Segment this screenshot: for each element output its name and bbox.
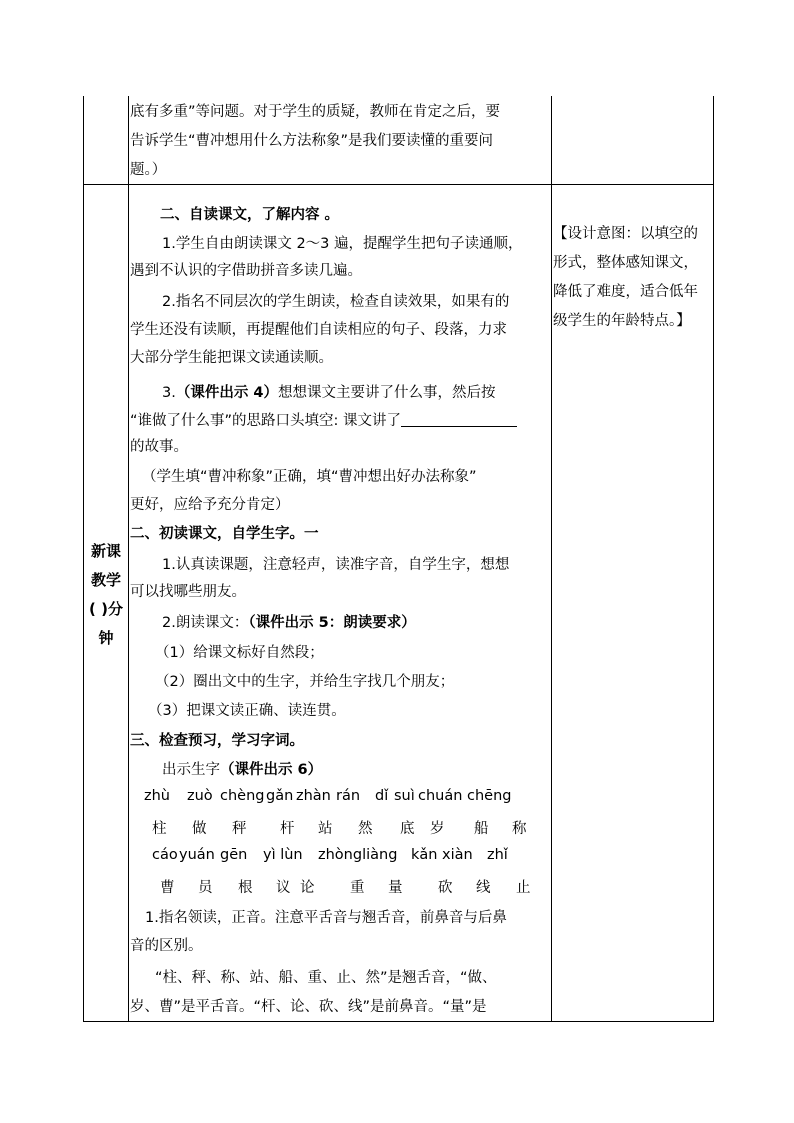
hanzi: 员 <box>198 880 213 896</box>
hanzi: 量 <box>388 880 403 896</box>
heading-preview: 三、检查预习，学习字词。 <box>130 733 304 749</box>
text-line: 2.指名不同层次的学生朗读，检查自读效果，如果有的 <box>162 294 510 310</box>
pinyin: zuò <box>187 788 213 804</box>
hanzi: 论 <box>300 880 315 896</box>
text-line: 可以找哪些朋友。 <box>130 584 246 600</box>
hanzi: 岁 <box>430 821 445 837</box>
pinyin: dǐ <box>375 788 389 804</box>
pinyin: zhǐ <box>487 847 508 863</box>
pinyin-row <box>130 847 550 867</box>
pinyin: suì <box>394 788 415 804</box>
text-line: （3）把课文读正确、读连贯。 <box>148 703 346 719</box>
text-line: （1）给课文标好自然段； <box>155 645 324 661</box>
text-line: 3.（课件出示 4）想想课文主要讲了什么事，然后按 <box>162 385 496 401</box>
hanzi: 线 <box>476 880 491 896</box>
design-note: 【设计意图：以填空的 形式，整体感知课文， 降低了难度，适合低年 级学生的年龄特点。】 <box>553 226 698 329</box>
text-line: 1.认真读课题，注意轻声，读准字音，自学生字，想想 <box>162 557 510 573</box>
pinyin: zhù <box>144 788 170 804</box>
pinyin: cáo <box>152 847 178 863</box>
pinyin: chēng <box>467 788 512 804</box>
pinyin: xiàn <box>442 847 473 863</box>
hanzi: 砍 <box>438 880 453 896</box>
text-line: 岁、曹”是平舌音。“杆、论、砍、线”是前鼻音。“量”是 <box>130 999 487 1015</box>
hanzi-row <box>130 817 550 837</box>
text-line: 学生还没有读顺，再提醒他们自读相应的句子、段落，力求 <box>130 322 507 338</box>
text-line: （2）圈出文中的生字，并给生字找几个朋友； <box>155 674 455 690</box>
text-line: 告诉学生“曹冲想用什么方法称象”是我们要读懂的重要问 <box>130 133 494 149</box>
text-line: 题。） <box>130 162 167 178</box>
hanzi: 根 <box>238 880 253 896</box>
hanzi: 柱 <box>152 821 167 837</box>
hanzi-row <box>130 876 550 896</box>
hanzi: 做 <box>192 821 207 837</box>
pinyin-row <box>130 788 550 808</box>
hanzi: 船 <box>474 821 489 837</box>
pinyin: yì lùn <box>263 847 303 863</box>
heading-self-read: 二、自读课文，了解内容 。 <box>160 207 340 223</box>
pinyin: rán <box>336 788 361 804</box>
text-line: 大部分学生能把课文读通读顺。 <box>130 350 333 366</box>
pinyin: chuán <box>418 788 463 804</box>
text-line: 更好，应给予充分肯定） <box>130 497 290 513</box>
pinyin: zhàn <box>296 788 331 804</box>
table-divider-1 <box>128 96 129 1022</box>
text-line: 底有多重”等问题。对于学生的质疑，教师在肯定之后，要 <box>130 104 501 120</box>
text-line: 2.朗读课文：（课件出示 5：朗读要求） <box>162 615 416 631</box>
text-line: （学生填“曹冲称象”正确，填“曹冲想出好办法称象” <box>142 469 477 485</box>
text-line: 音的区别。 <box>130 938 203 954</box>
hanzi: 底 <box>400 821 415 837</box>
heading-first-read: 二、初读课文，自学生字。一 <box>130 526 319 542</box>
hanzi: 称 <box>512 821 527 837</box>
section-label: 新课 教学 ( )分 钟 <box>89 542 123 647</box>
pinyin: chèng <box>220 788 265 804</box>
table-border-bottom <box>83 1021 714 1022</box>
hanzi: 站 <box>318 821 333 837</box>
text-line: “柱、秤、称、站、船、重、止、然”是翘舌音，“做、 <box>155 970 497 986</box>
hanzi: 议 <box>276 880 291 896</box>
pinyin: gēn <box>220 847 248 863</box>
table-divider-2 <box>551 96 552 1022</box>
hanzi: 然 <box>358 821 373 837</box>
text-line: 遇到不认识的字借助拼音多读几遍。 <box>130 263 362 279</box>
text-line: 出示生字（课件出示 6） <box>162 762 323 778</box>
hanzi: 曹 <box>160 880 175 896</box>
hanzi: 止 <box>516 880 531 896</box>
pinyin: gǎn <box>266 788 294 804</box>
hanzi: 秤 <box>232 821 247 837</box>
text-line: 1.学生自由朗读课文 2～3 遍，提醒学生把句子读通顺， <box>162 236 523 252</box>
text-line: 1.指名领读，正音。注意平舌音与翘舌音，前鼻音与后鼻 <box>145 910 507 926</box>
hanzi: 杆 <box>280 821 295 837</box>
pinyin: zhòngliàng <box>318 847 398 863</box>
pinyin: yuán <box>179 847 215 863</box>
fill-blank <box>401 412 517 427</box>
top-cell-text <box>130 98 550 185</box>
text-line: 的故事。 <box>130 439 188 455</box>
hanzi: 重 <box>350 880 365 896</box>
pinyin: kǎn <box>411 847 438 863</box>
text-line: “谁做了什么事”的思路口头填空: 课文讲了 <box>130 409 517 430</box>
